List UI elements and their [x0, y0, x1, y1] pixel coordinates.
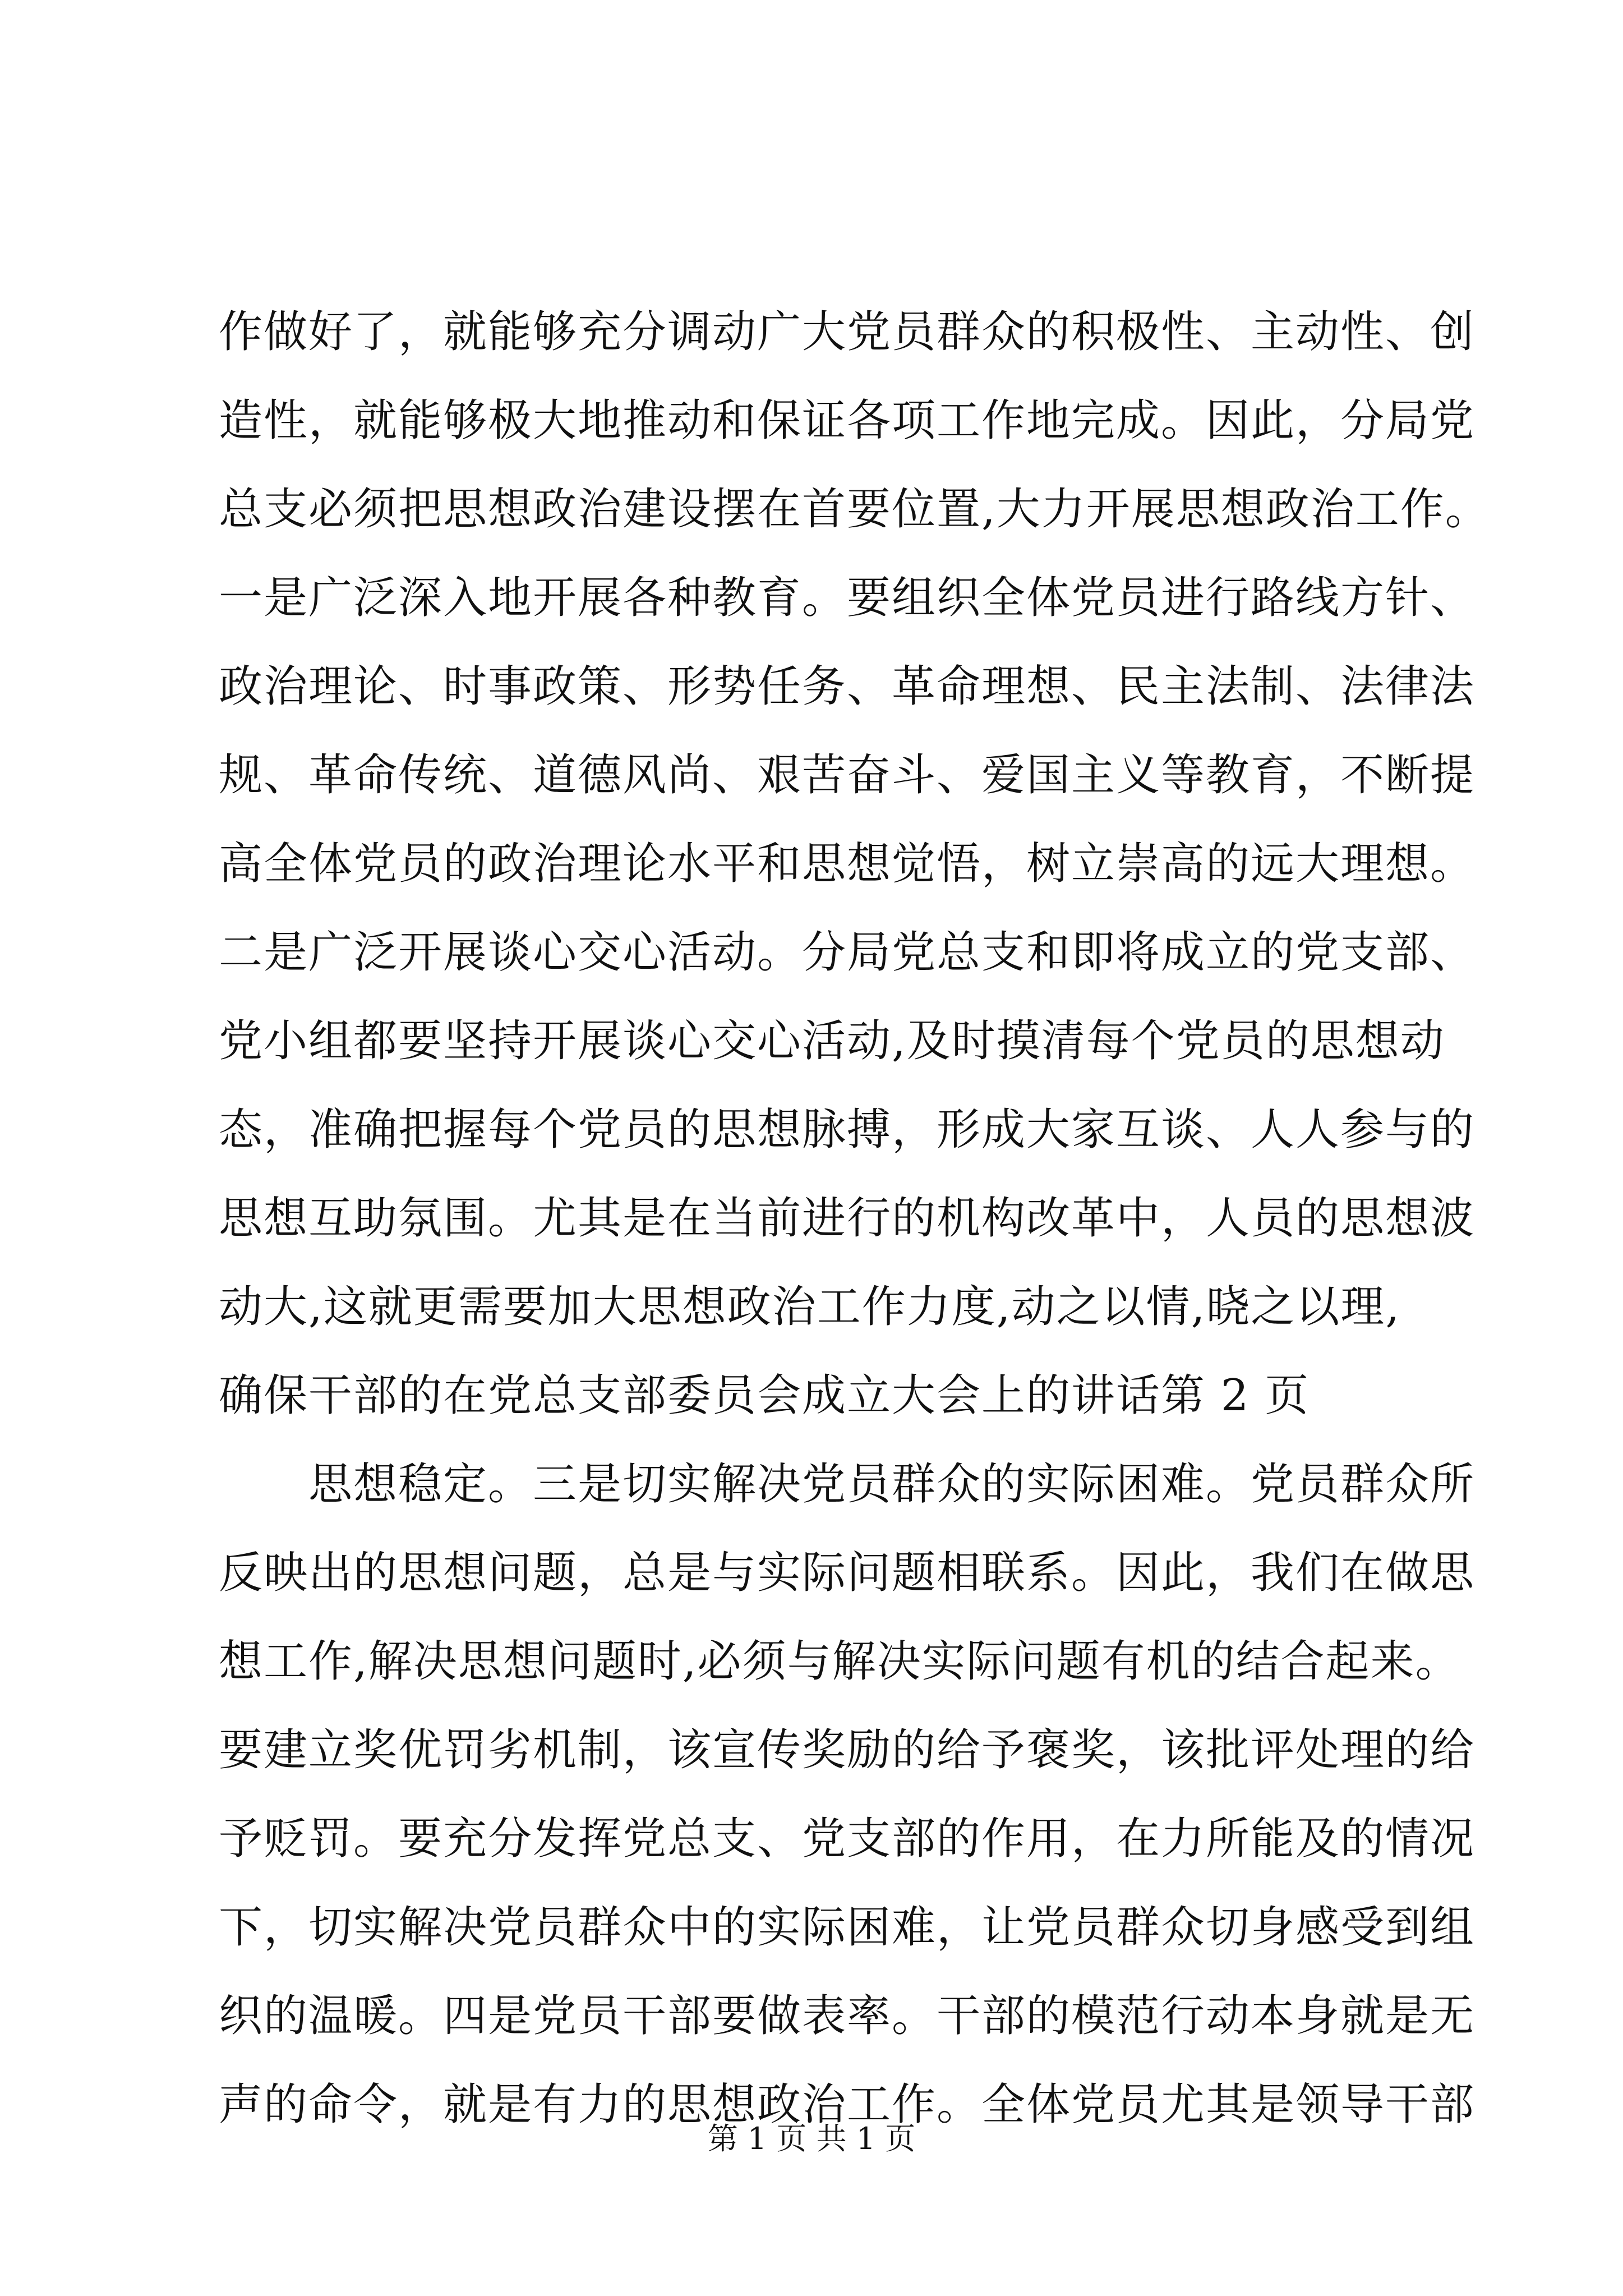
text-line: 确保干部的在党总支部委员会成立大会上的讲话第 2 页	[219, 1370, 1310, 1421]
text-line: 高全体党员的政治理论水平和思想觉悟，树立崇高的远大理想。	[219, 839, 1476, 889]
text-line: 造性，就能够极大地推动和保证各项工作地完成。因此，分局党	[219, 395, 1476, 446]
text-line: 二是广泛开展谈心交心活动。分局党总支和即将成立的党支部、	[219, 927, 1476, 978]
text-line: 予贬罚。要充分发挥党总支、党支部的作用，在力所能及的情况	[219, 1814, 1476, 1864]
text-line: 声的命令，就是有力的思想政治工作。全体党员尤其是领导干部	[219, 2079, 1476, 2130]
text-line: 要建立奖优罚劣机制，该宣传奖励的给予褒奖，该批评处理的给	[219, 1725, 1476, 1775]
text-line: 思想稳定。三是切实解决党员群众的实际困难。党员群众所	[219, 1459, 1476, 1510]
text-line: 作做好了，就能够充分调动广大党员群众的积极性、主动性、创	[219, 307, 1476, 357]
text-line: 下，切实解决党员群众中的实际困难，让党员群众切身感受到组	[219, 1902, 1476, 1953]
page-footer: 第 1 页 共 1 页	[707, 2121, 916, 2156]
text-line: 动大,这就更需要加大思想政治工作力度,动之以情,晓之以理,	[219, 1282, 1401, 1332]
text-line: 思想互助氛围。尤其是在当前进行的机构改革中，人员的思想波	[219, 1193, 1476, 1244]
text-line: 反映出的思想问题，总是与实际问题相联系。因此，我们在做思	[219, 1548, 1476, 1598]
text-line: 政治理论、时事政策、形势任务、革命理想、民主法制、法律法	[219, 661, 1476, 712]
text-line: 想工作,解决思想问题时,必须与解决实际问题有机的结合起来。	[219, 1636, 1460, 1687]
text-line: 一是广泛深入地开展各种教育。要组织全体党员进行路线方针、	[219, 573, 1476, 623]
text-line: 党小组都要坚持开展谈心交心活动,及时摸清每个党员的思想动	[219, 1016, 1445, 1066]
text-line: 态，准确把握每个党员的思想脉搏，形成大家互谈、人人参与的	[219, 1105, 1476, 1155]
text-line: 织的温暖。四是党员干部要做表率。干部的模范行动本身就是无	[219, 1991, 1476, 2041]
text-line: 总支必须把思想政治建设摆在首要位置,大力开展思想政治工作。	[219, 484, 1490, 535]
text-line: 规、革命传统、道德风尚、艰苦奋斗、爱国主义等教育，不断提	[219, 750, 1476, 800]
